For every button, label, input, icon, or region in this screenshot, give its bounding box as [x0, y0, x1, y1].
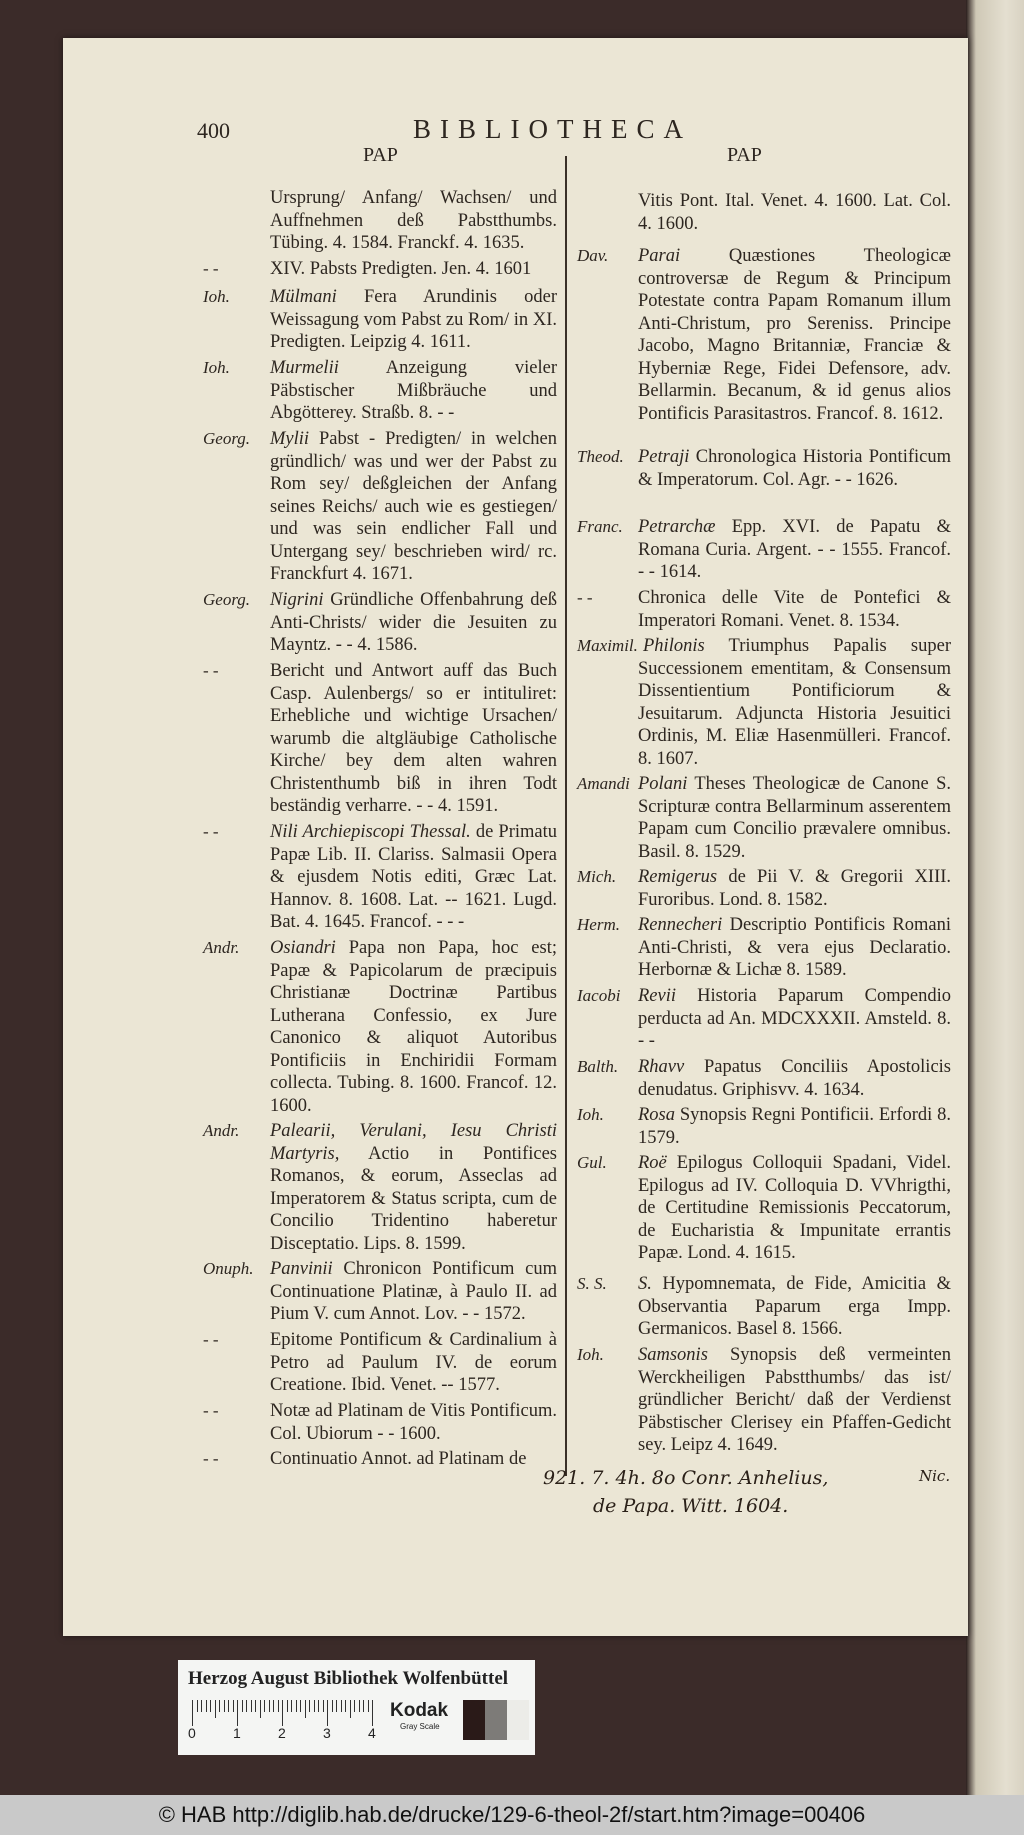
ruler-tick — [345, 1700, 346, 1712]
entry-title: Bericht und Antwort auff das Buch Casp. Aulenbergs/ so er intituliret: Erhebliche und wichtige Ursachen/ warumb die altgläubige Catholische Kirche/ bey dem alten wahren Christenthumb biß in ihren Todt beständig verharre. - - 4. 1591. — [270, 661, 557, 816]
entry-text — [270, 187, 557, 255]
entry-title: Pabst - Predigten/ in welchen gründlich/ was und wer der Pabst zu Rom sey/ deßgleichen der Anfang seines Reichs/ auch wie es gestiegen/ und was sein endlicher Fall und Untergang sey/ beschrieben wird/ rc. Franckfurt 4. 1671. — [270, 429, 557, 584]
ruler-tick — [309, 1700, 310, 1712]
ruler-tick — [363, 1700, 364, 1712]
entry-text — [270, 589, 557, 657]
ruler-tick — [278, 1700, 279, 1712]
ruler-tick — [341, 1700, 342, 1712]
entry-text — [638, 635, 951, 770]
entry-author-surname: Rennecheri — [638, 915, 723, 935]
ruler-tick — [287, 1700, 288, 1712]
ruler-tick — [359, 1700, 360, 1712]
ruler-tick — [336, 1700, 337, 1712]
entry-author-forename: S. S. — [577, 1274, 607, 1293]
entry-title: Hypomnemata, de Fide, Amicitia & Observantia Paparum erga Impp. Germanicos. Basel 8. 1566. — [638, 1274, 951, 1339]
ruler-tick — [305, 1700, 306, 1718]
entry-author-forename: Balth. — [577, 1057, 619, 1076]
entry-author-forename: - - — [203, 1330, 219, 1349]
ruler-tick — [206, 1700, 207, 1712]
book-page — [63, 38, 968, 1636]
ruler-tick — [210, 1700, 211, 1712]
ruler-tick — [332, 1700, 333, 1712]
entry-title: Vitis Pont. Ital. Venet. 4. 1600. Lat. Col. 4. 1600. — [638, 191, 951, 234]
ruler-tick — [327, 1700, 328, 1726]
entry-author-surname: Samsonis — [638, 1345, 708, 1365]
ruler-label: 0 — [188, 1725, 196, 1741]
entry-author-forename: Andr. — [203, 1121, 240, 1140]
entry-text — [270, 286, 557, 354]
ruler-tick — [350, 1700, 351, 1718]
entry-text — [638, 245, 951, 425]
entry-text — [638, 1152, 951, 1265]
entry-title: Actio in Pontifices Romanos, & eorum, Asseclas ad Imperatorem & Status scripta, cum de Concilio Tridentino haberetur Disceptatio. Lips. 8. 1599. — [270, 1143, 557, 1254]
ruler-tick — [255, 1700, 256, 1712]
entry-title: de Primatu Papæ Lib. II. Clariss. Salmasii Opera & ejusdem Notis editi, Græc Lat. Hannov. 8. 1608. Lat. -- 1621. Lugd. Bat. 4. 1645. Francof. - - - — [270, 822, 558, 932]
entry-author-forename: Franc. — [577, 517, 623, 536]
ruler-tick — [233, 1700, 234, 1712]
color-calibration-card — [178, 1660, 535, 1755]
copyright-footer: © HAB http://diglib.hab.de/drucke/129-6-theol-2f/start.htm?image=00406 — [0, 1795, 1024, 1835]
handwritten-note-right: Nic. — [919, 1467, 951, 1485]
entry-author-forename: Ioh. — [203, 287, 230, 306]
gray-swatch-dark — [463, 1700, 485, 1740]
entry-title: Synopsis Regni Pontificii. Erfordi 8. 1579. — [638, 1105, 951, 1148]
ruler-tick — [251, 1700, 252, 1712]
ruler-tick — [314, 1700, 315, 1712]
column-divider — [565, 156, 567, 1476]
entry-title: Ursprung/ Anfang/ Wachsen/ und Auffnehmen deß Pabstthumbs. Tübing. 4. 1584. Franckf. 4. 1635. — [270, 188, 557, 253]
entry-title: Descriptio Pontificis Romani Anti-Christi, & vera ejus Declaratio. Herbornæ & Lichæ 8. 1589. — [638, 915, 952, 980]
entry-author-surname: Petrarchæ — [638, 517, 716, 537]
entry-author-surname: Petraji — [638, 447, 690, 467]
ruler-tick — [237, 1700, 238, 1726]
entry-author-forename: - - — [203, 822, 219, 841]
entry-author-surname: Panvinii — [270, 1259, 333, 1279]
entry-text — [638, 773, 951, 863]
ruler-label: 3 — [323, 1725, 331, 1741]
entry-text — [638, 866, 951, 911]
entry-text — [270, 821, 557, 934]
ruler-tick — [215, 1700, 216, 1718]
ruler-tick — [269, 1700, 270, 1712]
entry-text — [270, 1329, 557, 1397]
adjacent-page-edge — [966, 0, 1024, 1795]
ruler-tick — [296, 1700, 297, 1712]
left-column-head: PAP — [363, 144, 398, 166]
entry-title: Papa non Papa, hoc est; Papæ & Papicolarum de præcipuis Christianæ Doctrinæ Partibus Lutherana Confessio, ex Jure Canonico & aliquot Autoribus Pontificiis in Enchiridii Formam collecta. Tubing. 8. 1600. Francof. 12. 1600. — [270, 938, 558, 1116]
gray-swatch-mid — [485, 1700, 507, 1740]
entry-author-surname: Murmelii — [270, 358, 339, 378]
entry-text — [270, 1258, 557, 1326]
entry-author-forename: - - — [203, 1449, 219, 1468]
entry-author-surname: Revii — [638, 986, 677, 1006]
ruler-label: 4 — [368, 1725, 376, 1741]
ruler-tick — [224, 1700, 225, 1712]
entry-title: Theses Theologicæ de Canone S. Scripturæ contra Bellarminum asserentem Papam cum Concilio prævalere omnibus. Basil. 8. 1529. — [638, 774, 951, 862]
entry-title: XIV. Pabsts Predigten. Jen. 4. 1601 — [270, 259, 532, 279]
entry-author-forename: - - — [203, 661, 219, 680]
entry-author-forename: Ioh. — [203, 358, 230, 377]
gray-scale-label: Gray Scale — [400, 1722, 440, 1731]
handwritten-note-line1: 921. 7. 4h. 8o Conr. Anhelius, — [543, 1467, 829, 1489]
entry-text — [638, 985, 951, 1053]
entry-author-forename: Herm. — [577, 915, 620, 934]
entry-author-surname: Palearii, Verulani, Iesu Christi Martyris, — [270, 1121, 557, 1164]
entry-text — [638, 587, 951, 632]
entry-text — [638, 1344, 951, 1457]
ruler — [192, 1700, 374, 1726]
entry-author-forename: Onuph. — [203, 1259, 254, 1278]
entry-author-forename: Andr. — [203, 938, 240, 957]
entry-text — [270, 660, 557, 818]
entry-title: Notæ ad Platinam de Vitis Pontificum. Col. Ubiorum - - 1600. — [270, 1401, 557, 1444]
entry-text — [638, 516, 951, 584]
ruler-tick — [192, 1700, 193, 1726]
ruler-label: 2 — [278, 1725, 286, 1741]
entry-text — [638, 914, 951, 982]
entry-author-forename: Georg. — [203, 590, 251, 609]
entry-author-surname: Osiandri — [270, 938, 336, 958]
entry-title: Gründliche Offenbahrung deß Anti-Christs/ wider die Jesuiten zu Mayntz. - - 4. 1586. — [270, 590, 557, 655]
entry-author-forename: Iacobi — [577, 986, 621, 1005]
entry-title: Chronologica Historia Pontificum & Imperatorum. Col. Agr. - - 1626. — [638, 447, 951, 490]
entry-title: Anzeigung vieler Päbstischer Mißbräuche und Abgötterey. Straßb. 8. - - — [270, 358, 557, 423]
entry-author-forename: Amandi — [577, 774, 630, 793]
ruler-tick — [372, 1700, 373, 1726]
entry-author-forename: - - — [577, 588, 593, 607]
entry-text — [638, 190, 951, 235]
institution-label: Herzog August Bibliothek Wolfenbüttel — [188, 1668, 509, 1689]
entry-author-surname: Nigrini — [270, 590, 324, 610]
ruler-tick — [291, 1700, 292, 1712]
entry-title: Epitome Pontificum & Cardinalium à Petro ad Paulum IV. de eorum Creatione. Ibid. Venet. -- 1577. — [270, 1330, 557, 1395]
entry-text — [270, 357, 557, 425]
entry-title: Synopsis deß vermeinten Werckheiligen Pabstthumbs/ das ist/ gründlicher Bericht/ daß der Verdienst Päbstischer Clerisey ein Pfaffen-Gedicht sey. Leipz 4. 1649. — [638, 1345, 951, 1455]
gray-swatch-light — [507, 1700, 529, 1740]
ruler-tick — [323, 1700, 324, 1712]
entry-author-surname: Parai — [638, 246, 681, 266]
entry-text — [270, 1448, 557, 1471]
kodak-logo: Kodak — [390, 1700, 449, 1721]
ruler-tick — [228, 1700, 229, 1712]
ruler-tick — [260, 1700, 261, 1718]
entry-text — [270, 1400, 557, 1445]
entry-author-forename: Ioh. — [577, 1345, 604, 1364]
entry-author-surname: Rosa — [638, 1105, 675, 1125]
ruler-tick — [300, 1700, 301, 1712]
entry-text — [270, 937, 557, 1117]
entry-author-forename: - - — [203, 259, 219, 278]
ruler-label: 1 — [233, 1725, 241, 1741]
entry-title: Epp. XVI. de Papatu & Romana Curia. Argent. - - 1555. Francof. - - 1614. — [638, 517, 952, 582]
entry-author-surname: Mylii — [270, 429, 310, 449]
entry-title: Chronicon Pontificum cum Continuatione Platinæ, à Paulo II. ad Pium V. cum Annot. Lov. - - 1572. — [270, 1259, 557, 1324]
entry-title: de Pii V. & Gregorii XIII. Furoribus. Lond. 8. 1582. — [638, 867, 952, 910]
entry-title: Papatus Conciliis Apostolicis denudatus. Griphisvv. 4. 1634. — [638, 1057, 951, 1100]
entry-author-surname: Mülmani — [270, 287, 337, 307]
entry-author-forename: Mich. — [577, 867, 617, 886]
entry-author-surname: Roë — [638, 1153, 667, 1173]
entry-title: Epilogus Colloquii Spadani, Videl. Epilogus ad IV. Colloquia D. VVhrigthi, de Certitudine Remissionis Peccatorum, de Eucharistia & Impunitate errantis Papæ. Lond. 4. 1615. — [638, 1153, 952, 1263]
entry-title: Chronica delle Vite de Pontefici & Imperatori Romani. Venet. 8. 1534. — [638, 588, 951, 631]
entry-text — [638, 1056, 951, 1101]
entry-text — [638, 1104, 951, 1149]
entry-author-forename: Ioh. — [577, 1105, 604, 1124]
ruler-tick — [201, 1700, 202, 1712]
entry-text — [270, 258, 557, 281]
entry-author-surname: Philonis — [643, 636, 705, 656]
entry-author-forename: Maximil. — [577, 636, 638, 655]
entry-author-forename: Gul. — [577, 1153, 607, 1172]
ruler-tick — [368, 1700, 369, 1712]
entry-title: Triumphus Papalis super Successionem ementitam, & Consensum Dissentientium Pontificiorum & Jesuitarum. Adjuncta Historia Jesuitici Ordinis, M. Eliæ Hasenmülleri. Francof. 8. 1607. — [638, 636, 951, 769]
entry-author-forename: - - — [203, 1401, 219, 1420]
entry-author-surname: Nili Archiepiscopi Thessal. — [270, 822, 471, 842]
ruler-tick — [318, 1700, 319, 1712]
entry-text — [270, 1120, 557, 1255]
entry-title: Historia Paparum Compendio perducta ad An. MDCXXXII. Amsteld. 8. - - — [638, 986, 951, 1051]
entry-text — [638, 1273, 951, 1341]
ruler-tick — [273, 1700, 274, 1712]
ruler-tick — [219, 1700, 220, 1712]
entry-title: Quæstiones Theologicæ controversæ de Regum & Principum Potestate contra Papam Romanum illum Anti-Christum, pro Sereniss. Principe Jacobo, Magno Britanniæ, Franciæ & Hyberniæ Rege, Fidei Defensore, adv. Bellarmin. Becanum, & id genus alios Pontificis Parasitastros. Francof. 8. 1612. — [638, 246, 951, 424]
entry-author-forename: Georg. — [203, 429, 251, 448]
entry-title: Continuatio Annot. ad Platinam de — [270, 1449, 527, 1469]
ruler-tick — [197, 1700, 198, 1712]
entry-author-forename: Dav. — [577, 246, 609, 265]
entry-text — [270, 428, 557, 586]
running-head: BIBLIOTHECA — [413, 114, 692, 144]
ruler-tick — [354, 1700, 355, 1712]
ruler-tick — [242, 1700, 243, 1712]
right-column-head: PAP — [727, 144, 762, 166]
ruler-tick — [264, 1700, 265, 1712]
entry-author-forename: Theod. — [577, 447, 624, 466]
entry-title: Fera Arundinis oder Weissagung vom Pabst zu Rom/ in XI. Predigten. Leipzig 4. 1611. — [270, 287, 557, 352]
entry-author-surname: Remigerus — [638, 867, 718, 887]
ruler-tick — [246, 1700, 247, 1712]
entry-author-surname: S. — [638, 1274, 652, 1294]
handwritten-note-line2: de Papa. Witt. 1604. — [593, 1495, 789, 1517]
ruler-tick — [282, 1700, 283, 1726]
entry-author-surname: Polani — [638, 774, 688, 794]
entry-author-surname: Rhavv — [638, 1057, 685, 1077]
page-number: 400 — [197, 118, 230, 143]
entry-text — [638, 446, 951, 491]
